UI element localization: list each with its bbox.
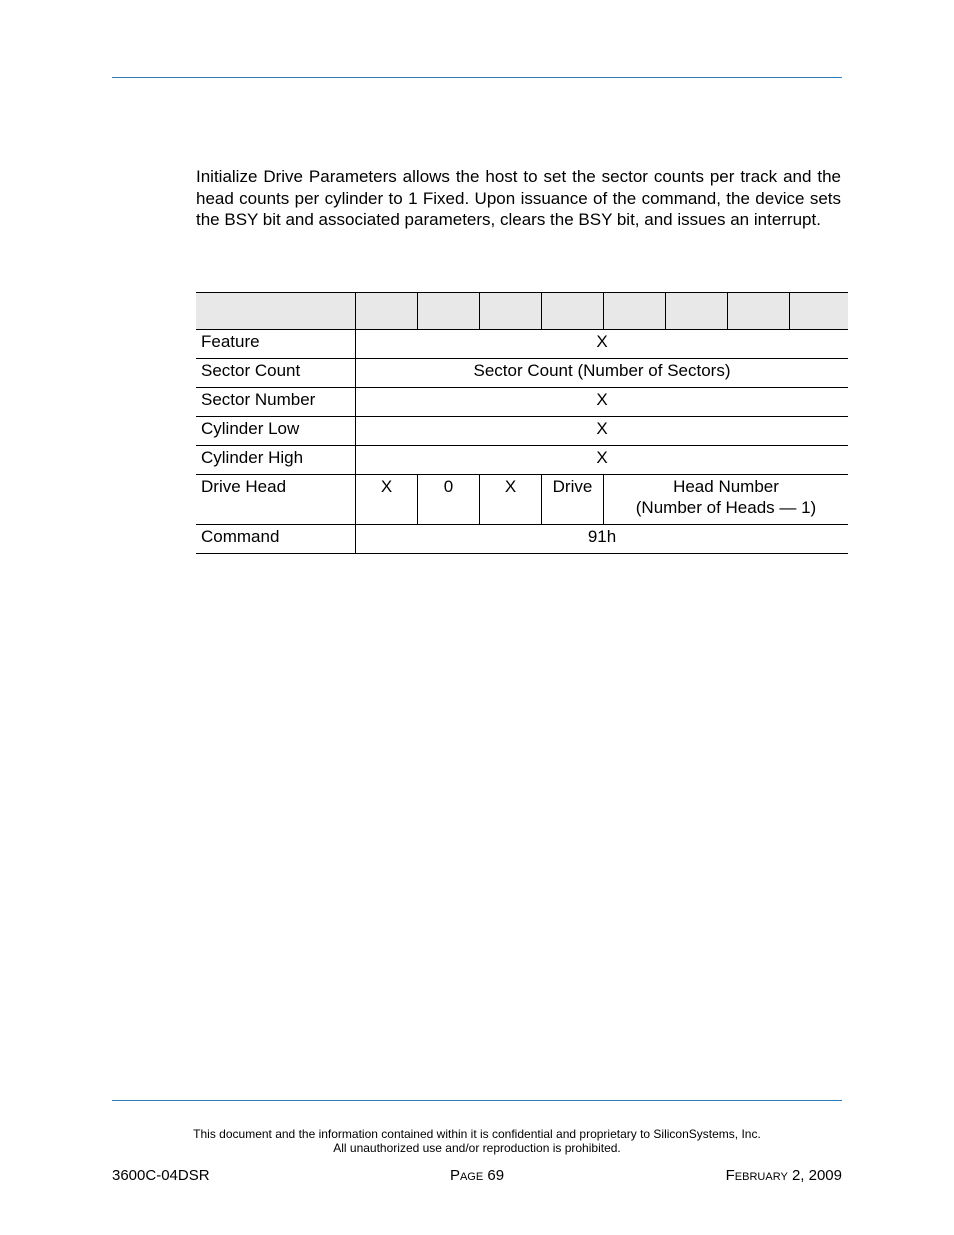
table-row [196, 330, 848, 359]
header-cell [542, 293, 604, 330]
notice-line: This document and the information contained within it is confidential and proprietary to SiliconSystems, Inc. [193, 1127, 761, 1141]
register-label: Cylinder High [196, 446, 356, 475]
bit-cell: X [480, 475, 542, 525]
register-value: Sector Count (Number of Sectors) [356, 359, 849, 388]
register-label: Feature [196, 330, 356, 359]
table-row [196, 388, 848, 417]
page-number-value: 69 [483, 1167, 505, 1184]
date-cap: F [725, 1167, 735, 1184]
document-date [726, 1167, 842, 1184]
table-row [196, 525, 848, 554]
register-label: Drive Head [196, 475, 356, 525]
bit-cell: Drive [542, 475, 604, 525]
register-value: X [356, 330, 849, 359]
footer-rule [112, 1100, 842, 1101]
register-label: Sector Number [196, 388, 356, 417]
header-cell [790, 293, 849, 330]
header-cell [604, 293, 666, 330]
table-row [196, 417, 848, 446]
header-cell [418, 293, 480, 330]
head-number-cell [604, 475, 849, 525]
date-small: EBRUARY [734, 1171, 788, 1183]
table-header-row [196, 293, 848, 330]
page-prefix-cap: P [449, 1167, 460, 1184]
header-rule [112, 77, 842, 78]
table-row [196, 475, 848, 525]
header-cell [666, 293, 728, 330]
register-label: Cylinder Low [196, 417, 356, 446]
head-number-line2: (Number of Heads — 1) [635, 498, 817, 517]
page-prefix-small: AGE [459, 1171, 484, 1183]
bit-cell: X [356, 475, 418, 525]
table-row [196, 359, 848, 388]
head-number-line1: Head Number [673, 477, 779, 496]
notice-line: All unauthorized use and/or reproduction is prohibited. [333, 1140, 621, 1155]
register-label: Sector Count [196, 359, 356, 388]
description-paragraph: Initialize Drive Parameters allows the host to set the sector counts per track and the head counts per cylinder to 1 Fixed. Upon issuance of the command, the device sets the BSY bit and associated parameters, clears the BSY bit, and issues an interrupt. [196, 167, 841, 229]
register-table [196, 292, 848, 554]
bit-cell: 0 [418, 475, 480, 525]
header-cell [196, 293, 356, 330]
header-cell [480, 293, 542, 330]
register-value: 91h [356, 525, 849, 554]
register-value: X [356, 388, 849, 417]
confidentiality-notice [0, 1128, 954, 1155]
register-value: X [356, 446, 849, 475]
register-label: Command [196, 525, 356, 554]
header-cell [356, 293, 418, 330]
table-row [196, 446, 848, 475]
header-cell [728, 293, 790, 330]
document-id: 3600C-04DSR [112, 1167, 210, 1184]
register-value: X [356, 417, 849, 446]
date-rest: 2, 2009 [787, 1167, 842, 1184]
